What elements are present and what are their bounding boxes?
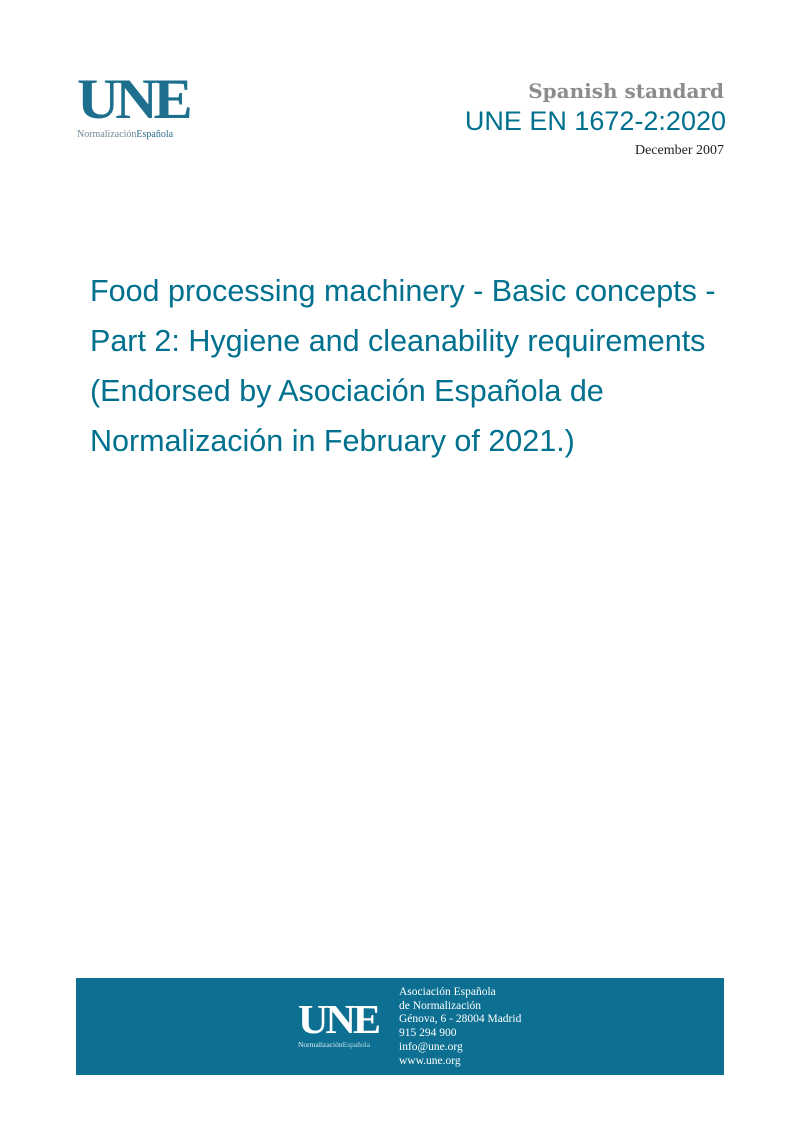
email-link[interactable]: info@une.org [399,1040,463,1053]
une-logo-mark: UNE [77,68,189,131]
website-link[interactable]: www.une.org [399,1054,461,1067]
standard-code: UNE EN 1672-2:2020 [464,106,726,136]
publication-date: December 2007 [634,143,724,158]
une-logo-subtitle-normal: Normalización [77,129,137,140]
document-type: Spanish standard [528,79,724,103]
footer-une-logo [298,996,388,1050]
document-title: Food processing machinery - Basic concepts - Part 2: Hygiene and cleanability requirements (Endorsed by Asociación Española de Normalización in February of 2021.) [90,274,716,458]
contact-info [399,986,521,1068]
footer-une-logo-mark: UNE [298,996,378,1042]
footer-logo-subtitle-normal: Normalización [298,1040,343,1049]
une-logo [77,68,197,144]
footer-logo-subtitle-strong: Española [342,1040,371,1049]
organization-name-line2: de Normalización [399,999,482,1012]
phone-number: 915 294 900 [399,1027,457,1040]
une-logo-subtitle-strong: Española [136,129,174,140]
footer-band [76,978,724,1075]
postal-address: Génova, 6 - 28004 Madrid [399,1013,522,1026]
standard-header [404,78,724,161]
organization-name-line1: Asociación Española [399,986,496,998]
